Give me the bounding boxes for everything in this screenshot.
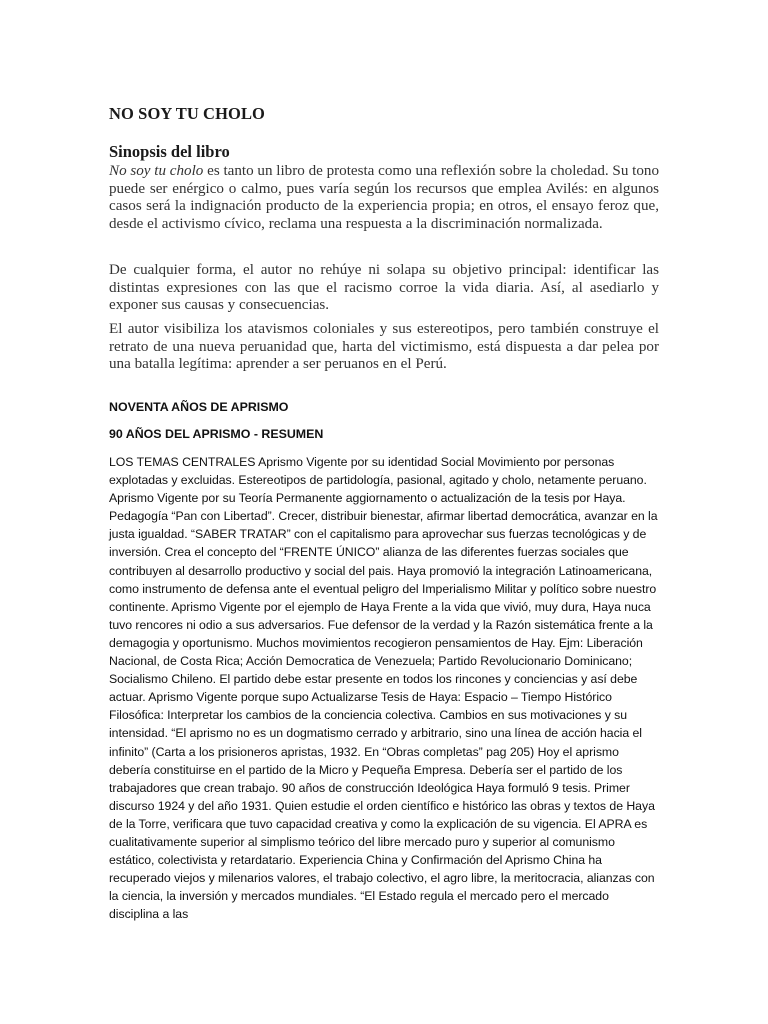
synopsis-paragraph-3: El autor visibiliza los atavismos coloniales y sus estereotipos, pero también construye el retrato de una nueva peruanidad que, harta del victimismo, está dispuesta a dar pelea por una batalla legítima: aprender a ser peruanos en el Perú. [109,321,659,373]
synopsis-heading: Sinopsis del libro [109,142,230,161]
synopsis-paragraph-1-text: es tanto un libro de protesta como una reflexión sobre la choledad. Su tono puede ser enérgico o calmo, pues varía según los recursos que emplea Avilés: en algunos casos será la indignación producto de la experiencia propia; en otros, el ensayo feroz que, desde el activismo cívico, reclama una respuesta a la discriminación normalizada. [109,163,659,232]
aprismo-summary-body: LOS TEMAS CENTRALES Aprismo Vigente por su identidad Social Movimiento por personas explotadas y excluidas. Estereotipos de partidología, pasional, agitado y cholo, netamente peruano. Aprismo Vigente por su Teoría Permanente aggiornamento o actualización de la tesis por Haya. Pedagogía “Pan con Libertad”. Crecer, distribuir bienestar, afirmar libertad democrática, avanzar en la justa igualdad. “SABER TRATAR” con el capitalismo para aprovechar sus fuerzas tecnológicas y de inversión. Crea el concepto del “FRENTE ÚNICO” alianza de las diferentes fuerzas sociales que contribuyen al desarrollo productivo y social del pais. Haya promovió la integración Latinoamericana, como instrumento de defensa ante el eventual peligro del Imperialismo Militar y político sobre nuestro continente. Aprismo Vigente por el ejemplo de Haya Frente a la vida que vivió, muy dura, Haya nuca tuvo rencores ni odio a sus adversarios. Fue defensor de la verdad y la Razón sistemática frente a la demagogia y oportunismo. Muchos movimientos recogieron pensamientos de Hay. Ejm: Liberación Nacional, de Costa Rica; Acción Democratica de Venezuela; Partido Revolucionario Dominicano; Socialismo Chileno. El partido debe estar presente en todos los rincones y conciencias y así debe actuar. Aprismo Vigente porque supo Actualizarse Tesis de Haya: Espacio – Tiempo Histórico Filosófica: Interpretar los cambios de la conciencia colectiva. Cambios en sus motivaciones y su intensidad. “El aprismo no es un dogmatismo cerrado y arbitrario, sino una línea de acción hacia el infinito” (Carta a los prisioneros apristas, 1932. En “Obras completas” pag 205) Hoy el aprismo debería constituirse en el partido de la Micro y Pequeña Empresa. Debería ser el partido de los trabajadores que crean trabajo. 90 años de construcción Ideológica Haya formuló 9 tesis. Primer discurso 1924 y del año 1931. Quien estudie el orden científico e histórico las obras y textos de Haya de la Torre, verificara que tuvo capacidad creativa y como la explicación de su vigencia. El APRA es cualitativamente superior al simplismo teórico del libre mercado puro y superior al comunismo estático, colectivista y retardatario. Experiencia China y Confirmación del Aprismo China ha recuperado viejos y milenarios valores, el trabajo colectivo, el agro libre, la meritocracia, alianzas con la ciencia, la inversión y mercados mundiales. “El Estado regula el mercado pero el mercado disciplina a las [109,455,658,922]
aprismo-summary-heading: 90 AÑOS DEL APRISMO - RESUMEN [109,427,324,441]
synopsis-paragraph-2: De cualquier forma, el autor no rehúye ni solapa su objetivo principal: identificar las distintas expresiones con las que el racismo corroe la vida diaria. Así, al asediarlo y exponer sus causas y consecuencias. [109,262,659,314]
synopsis-paragraph-1 [109,163,659,233]
aprismo-heading: NOVENTA AÑOS DE APRISMO [109,400,289,414]
book-title-italic: No soy tu cholo [109,163,204,179]
document-title: NO SOY TU CHOLO [109,104,265,123]
